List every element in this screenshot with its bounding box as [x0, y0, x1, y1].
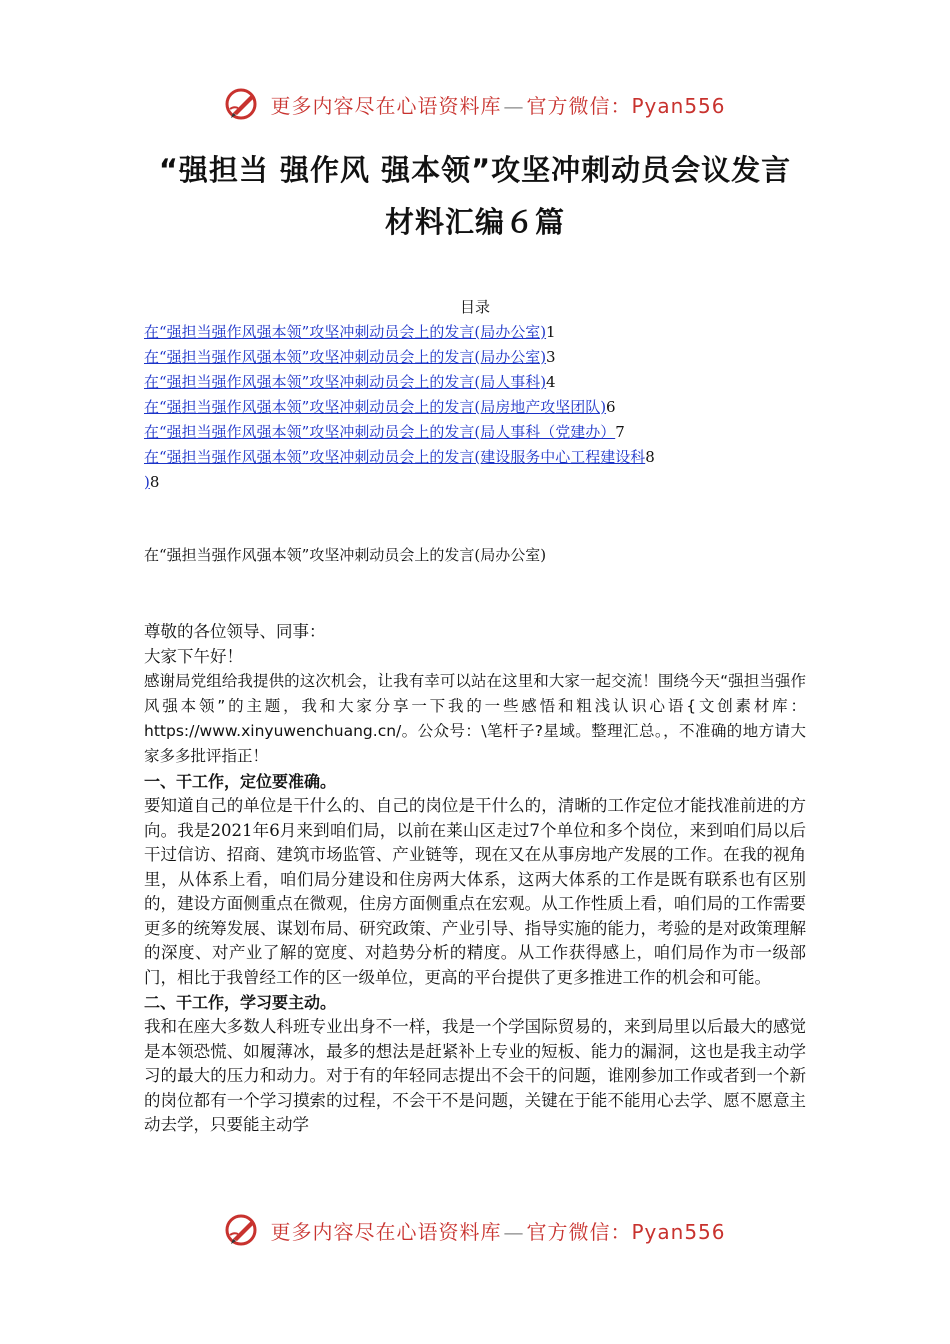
greeting-line: 大家下午好！ — [144, 646, 243, 666]
toc-page-number: 1 — [546, 323, 556, 341]
toc-link[interactable]: 在“强担当强作风强本领”攻坚冲刺动员会上的发言(局办公室) — [144, 323, 547, 341]
toc-heading: 目录 — [459, 298, 490, 316]
body-paragraph-2: 我和在座大多数人科班专业出身不一样，我是一个学国际贸易的，来到局里以后最大的感觉是本领恐慌、如履薄冰，最多的想法是赶紧补上专业的短板、能力的漏洞，这也是我主动学习的最大的压力和动力。对于有的年轻同志提出不会干的问题，谁刚参加工作或者到一个新的岗位都有一个学习摸索的过程，不会干不是问题，关键在于能不能用心去学、愿不愿意主动去学，只要能主动学 — [144, 1017, 806, 1134]
table-of-contents — [144, 320, 784, 495]
section-heading: 在“强担当强作风强本领”攻坚冲刺动员会上的发言(局办公室) — [144, 546, 547, 564]
body-paragraph-1: 要知道自己的单位是干什么的、自己的岗位是干什么的，清晰的工作定位才能找准前进的方向。我是2021年6月来到咱们局，以前在莱山区走过7个单位和多个岗位，来到咱们局以后干过信访、招商、建筑市场监管、产业链等，现在又在从事房地产发展的工作。在我的视角里，从体系上看，咱们局分建设和住房两大体系，这两大体系的工作是既有联系也有区别的，建设方面侧重点在微观，住房方面侧重点在宏观。从工作性质上看，咱们局的工作需要更多的统筹发展、谋划布局、研究政策、产业引导、指导实施的能力，考验的是对政策理解的深度、对产业了解的宽度、对趋势分析的精度。从工作获得感上，咱们局作为市一级部门，相比于我曾经工作的区一级单位，更高的平台提供了更多推进工作的机会和可能。 — [144, 796, 806, 987]
section-subheading-1: 一、干工作，定位要准确。 — [144, 772, 337, 791]
toc-link[interactable]: 在“强担当强作风强本领”攻坚冲刺动员会上的发言(局人事科) — [144, 373, 547, 391]
toc-page-number: 7 — [615, 423, 625, 441]
intro-paragraph: 感谢局党组给我提供的这次机会，让我有幸可以站在这里和大家一起交流！围绕今天“强担当强作风强本领”的主题，我和大家分享一下我的一些感悟和粗浅认识心语{文创素材库：https://www.xinyuwenchuang.cn/。公众号：\笔杆子?星域。整理汇总。，不准确的地方请大家多多批评指正！ — [144, 672, 806, 765]
toc-entry[interactable] — [144, 395, 784, 420]
banner-text: 更多内容尽在心语资料库 — 官方微信：Pyan556 — [270, 1219, 726, 1244]
footer-banner — [0, 1208, 950, 1252]
pen-logo-icon — [224, 1212, 260, 1248]
toc-link[interactable]: 在“强担当强作风强本领”攻坚冲刺动员会上的发言(局人事科（党建办） — [144, 423, 616, 441]
document-title-line-2: 材料汇编６篇 — [384, 205, 565, 239]
toc-link[interactable]: 在“强担当强作风强本领”攻坚冲刺动员会上的发言(局房地产攻坚团队) — [144, 398, 607, 416]
toc-link[interactable]: ) — [144, 473, 150, 491]
greeting-line: 尊敬的各位领导、同事： — [144, 622, 326, 641]
pen-logo-icon — [224, 86, 260, 122]
toc-page-number: 4 — [546, 373, 556, 391]
toc-entry[interactable] — [144, 370, 784, 395]
toc-link[interactable]: 在“强担当强作风强本领”攻坚冲刺动员会上的发言(局办公室) — [144, 348, 547, 366]
header-banner — [0, 82, 950, 126]
toc-entry[interactable] — [144, 420, 784, 445]
toc-entry[interactable] — [144, 445, 784, 470]
speech-body — [144, 620, 806, 1138]
toc-page-number: 3 — [546, 348, 556, 366]
toc-entry[interactable] — [144, 320, 784, 345]
toc-page-number: 8 — [149, 473, 160, 491]
toc-entry[interactable] — [144, 470, 784, 495]
document-title-line-1: “强担当 强作风 强本领”攻坚冲刺动员会议发言 — [158, 153, 792, 187]
banner-text: 更多内容尽在心语资料库 — 官方微信：Pyan556 — [270, 93, 726, 118]
toc-entry[interactable] — [144, 345, 784, 370]
toc-page-number: 6 — [606, 398, 616, 416]
toc-link[interactable]: 在“强担当强作风强本领”攻坚冲刺动员会上的发言(建设服务中心工程建设科 — [144, 448, 646, 466]
section-subheading-2: 二、干工作，学习要主动。 — [144, 993, 337, 1012]
toc-page-number: 8 — [645, 448, 655, 466]
